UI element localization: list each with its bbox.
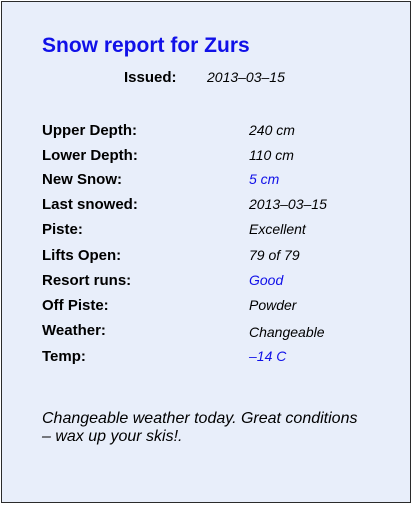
- off-piste-value: Powder: [249, 297, 297, 313]
- issued-label: Issued:: [124, 69, 177, 86]
- resort-runs-value: Good: [249, 272, 284, 288]
- row-lifts-open: [42, 247, 382, 269]
- upper-depth-value: 240 cm: [249, 122, 295, 138]
- upper-depth-label: Upper Depth:: [42, 122, 137, 139]
- row-weather: [42, 322, 382, 344]
- row-temp: [42, 348, 382, 370]
- snow-report-card: [1, 1, 411, 503]
- lower-depth-value: 110 cm: [249, 147, 294, 163]
- temp-label: Temp:: [42, 348, 86, 365]
- row-off-piste: [42, 297, 382, 319]
- row-piste: [42, 221, 382, 243]
- conditions-summary: Changeable weather today. Great conditions – wax up your skis!.: [42, 410, 358, 445]
- row-resort-runs: [42, 272, 382, 294]
- last-snowed-value: 2013–03–15: [249, 196, 327, 212]
- lower-depth-label: Lower Depth:: [42, 147, 138, 164]
- row-new-snow: [42, 171, 382, 193]
- last-snowed-label: Last snowed:: [42, 196, 138, 213]
- piste-value: Excellent: [249, 221, 306, 237]
- weather-label: Weather:: [42, 322, 106, 339]
- new-snow-label: New Snow:: [42, 171, 123, 188]
- lifts-open-label: Lifts Open:: [42, 247, 122, 264]
- piste-label: Piste:: [42, 221, 83, 238]
- new-snow-value: 5 cm: [249, 171, 280, 187]
- temp-value: –14 C: [249, 348, 287, 364]
- weather-value: Changeable: [249, 324, 325, 340]
- row-lower-depth: [42, 147, 382, 169]
- row-upper-depth: [42, 122, 382, 144]
- off-piste-label: Off Piste:: [42, 297, 109, 314]
- lifts-open-value: 79 of 79: [249, 247, 300, 263]
- row-last-snowed: [42, 196, 382, 218]
- report-title: Snow report for Zurs: [42, 34, 250, 57]
- issued-date: 2013–03–15: [207, 69, 285, 85]
- resort-runs-label: Resort runs:: [42, 272, 132, 289]
